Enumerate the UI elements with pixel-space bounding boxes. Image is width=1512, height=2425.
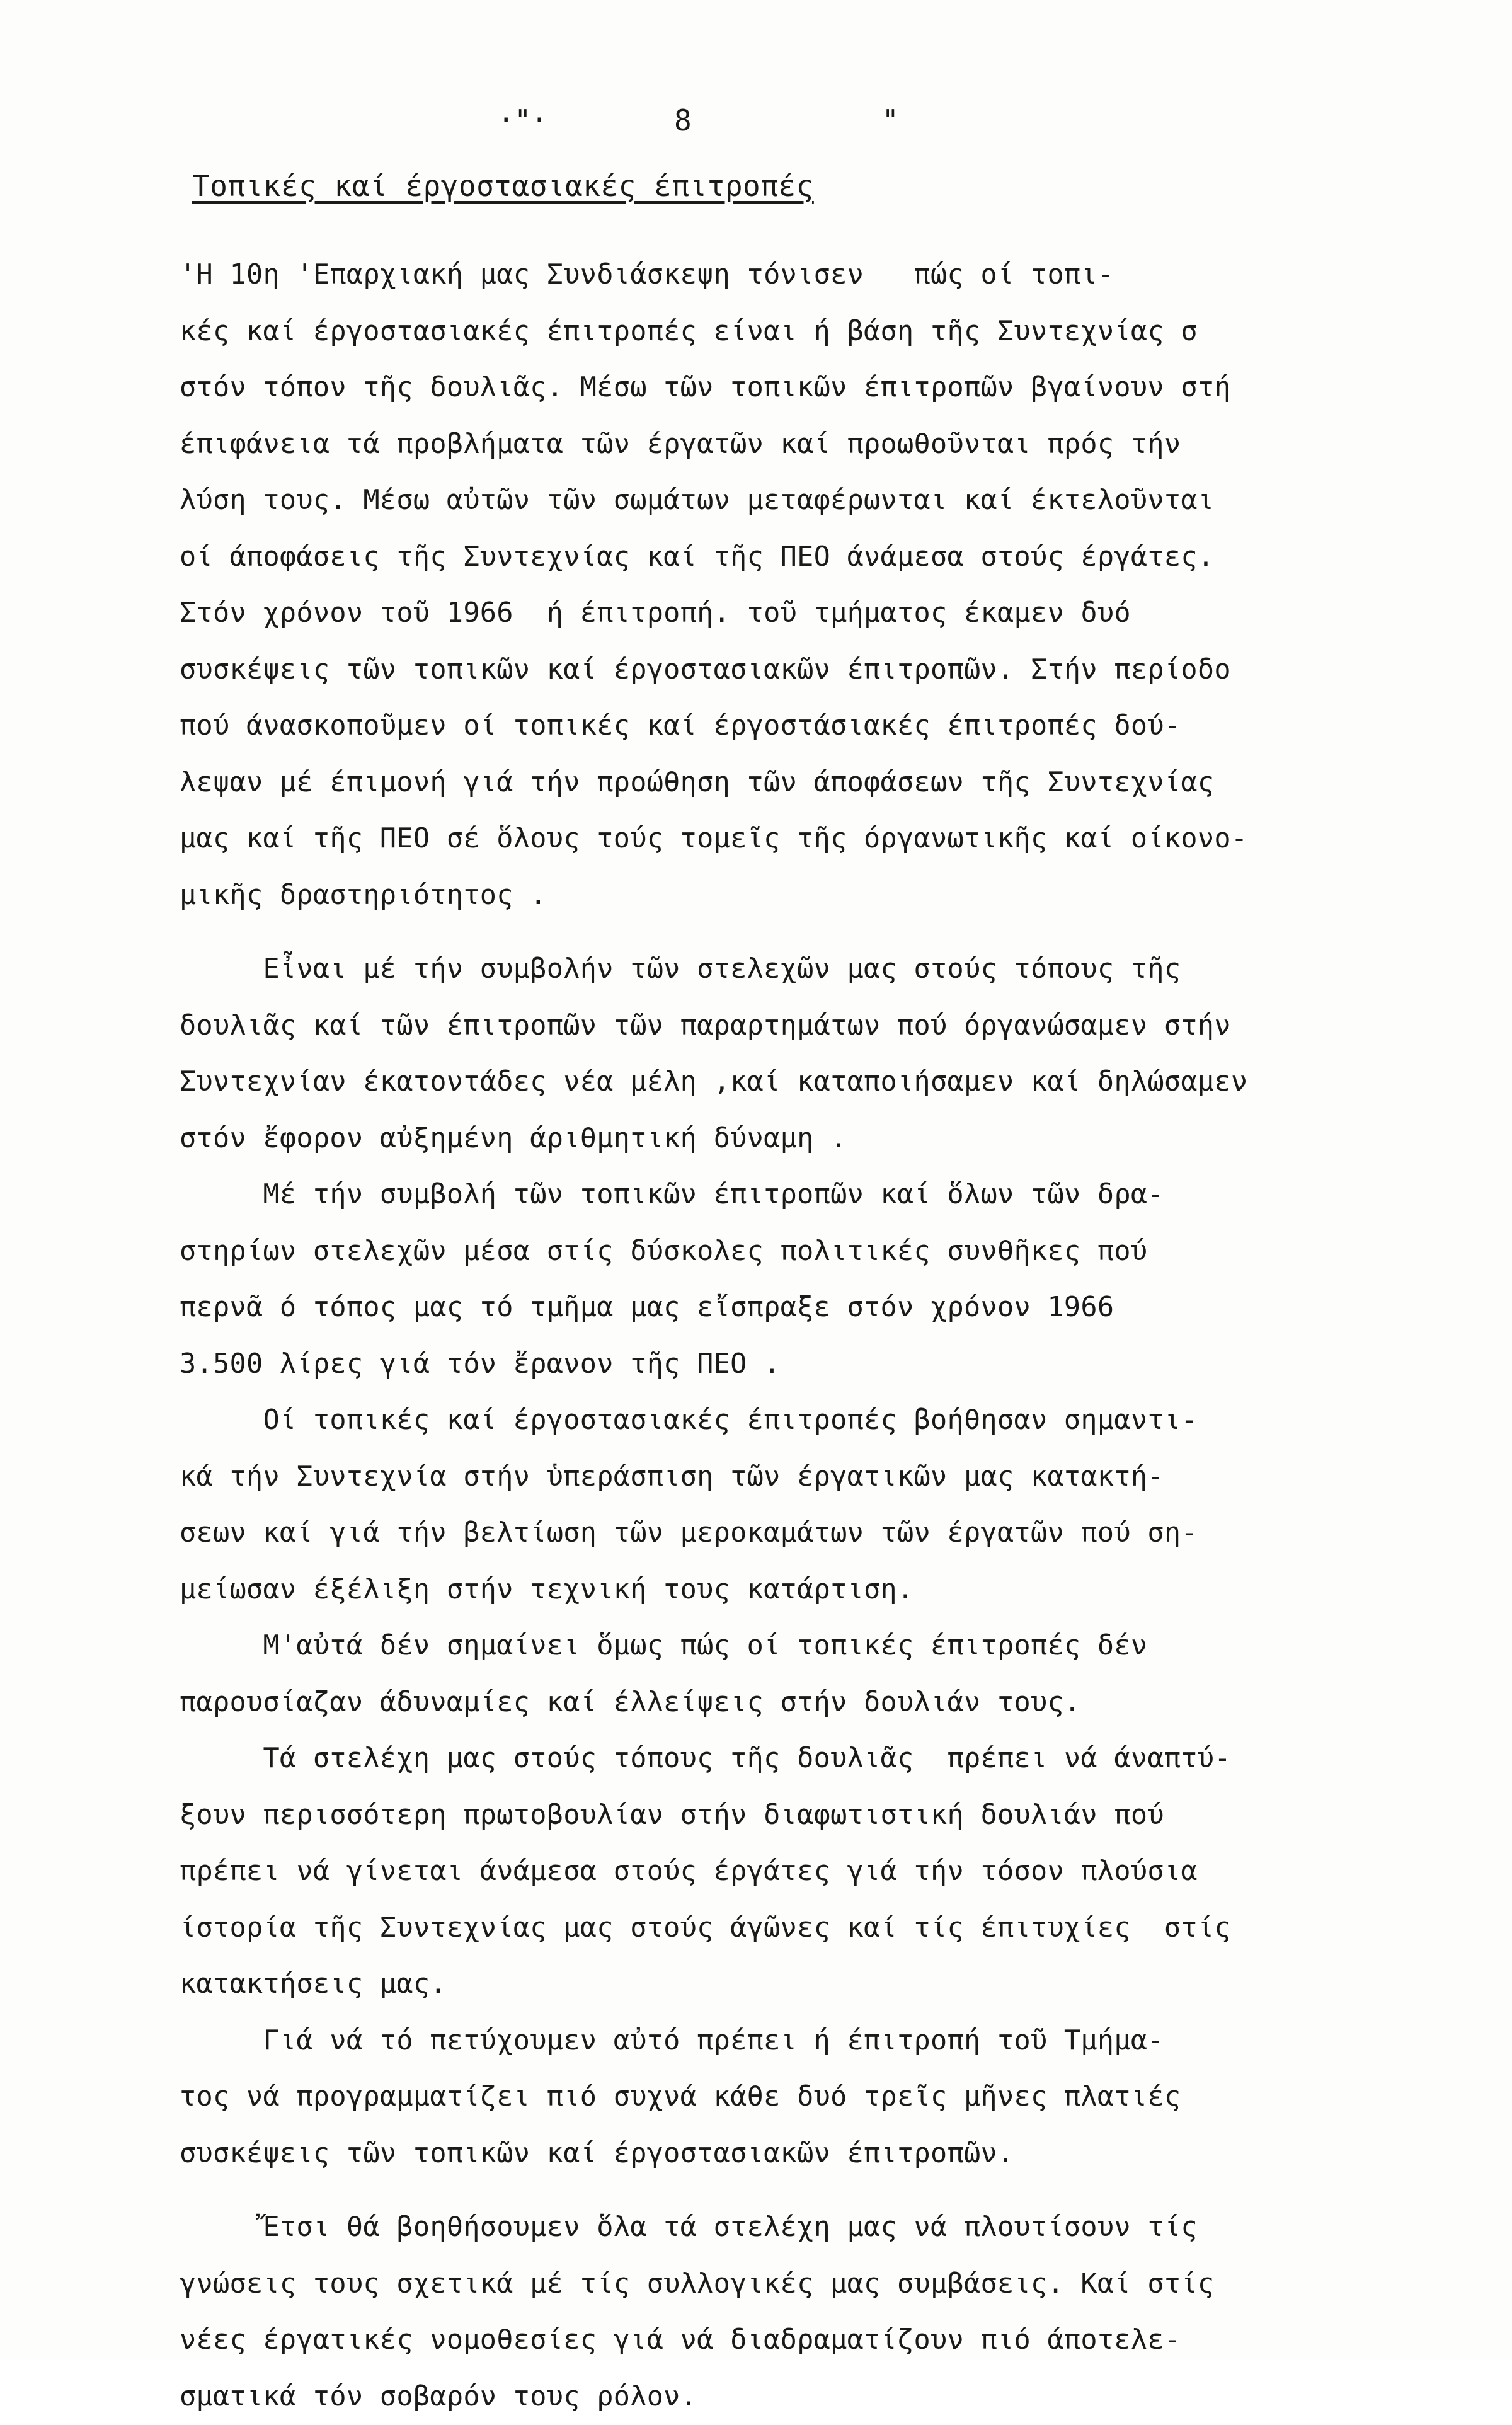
paragraph <box>180 1167 1377 1392</box>
page-number: 8 <box>674 104 692 137</box>
text-line: Στόν χρόνον τοῦ 1966 ή έπιτροπή. τοῦ τμήματος έκαμεν δυό <box>180 585 1377 642</box>
paragraph <box>180 1731 1377 2013</box>
text-line: περνᾶ ό τόπος μας τό τμῆμα μας εἴσπραξε στόν χρόνον 1966 <box>180 1280 1377 1336</box>
text-line: κές καί έργοστασιακές έπιτροπές είναι ή βάση τῆς Συντεχνίας σ <box>180 304 1377 360</box>
text-line: 'Η 10η 'Επαρχιακή μας Συνδιάσκεψη τόνισεν πώς οί τοπι- <box>180 247 1377 304</box>
text-line: έπιφάνεια τά προβλήματα τῶν έργατῶν καί προωθοῦνται πρός τήν <box>180 416 1377 473</box>
text-line: μικῆς δραστηριότητος . <box>180 868 1377 924</box>
text-line: παρουσίαζαν άδυναμίες καί έλλείψεις στήν δουλιάν τους. <box>180 1675 1377 1731</box>
document-body <box>180 247 1377 2425</box>
paragraph <box>180 2013 1377 2182</box>
text-line: Τά στελέχη μας στούς τόπους τῆς δουλιᾶς πρέπει νά άναπτύ- <box>180 1731 1377 1787</box>
text-line: οί άποφάσεις τῆς Συντεχνίας καί τῆς ΠΕΟ άνάμεσα στούς έργάτες. <box>180 529 1377 586</box>
text-line: δουλιᾶς καί τῶν έπιτροπῶν τῶν παραρτημάτων πού όργανώσαμεν στήν <box>180 998 1377 1055</box>
text-line: πού άνασκοποῦμεν οί τοπικές καί έργοστάσιακές έπιτροπές δού- <box>180 698 1377 755</box>
header-mark-right: " <box>882 104 899 137</box>
text-line: στηρίων στελεχῶν μέσα στίς δύσκολες πολιτικές συνθῆκες πού <box>180 1224 1377 1280</box>
paragraph <box>180 1392 1377 1618</box>
paragraph <box>180 941 1377 1167</box>
text-line: σματικά τόν σοβαρόν τους ρόλον. <box>180 2369 1377 2425</box>
text-line: κατακτήσεις μας. <box>180 1956 1377 2013</box>
text-line: Συντεχνίαν έκατοντάδες νέα μέλη ,καί καταποιήσαμεν καί δηλώσαμεν <box>180 1054 1377 1111</box>
text-line: Γιά νά τό πετύχουμεν αὐτό πρέπει ή έπιτροπή τοῦ Τμήμα- <box>180 2013 1377 2070</box>
section-heading: Τοπικές καί έργοστασιακές έπιτροπές <box>192 167 814 205</box>
text-line: πρέπει νά γίνεται άνάμεσα στούς έργάτες γιά τήν τόσον πλούσια <box>180 1843 1377 1900</box>
text-line: μείωσαν έξέλιξη στήν τεχνική τους κατάρτιση. <box>180 1562 1377 1619</box>
text-line: νέες έργατικές νομοθεσίες γιά νά διαδραματίζουν πιό άποτελε- <box>180 2312 1377 2369</box>
text-line: Οί τοπικές καί έργοστασιακές έπιτροπές βοήθησαν σημαντι- <box>180 1392 1377 1449</box>
paragraph <box>180 1618 1377 1731</box>
header-mark-left: ·"· <box>498 104 547 137</box>
text-line: 3.500 λίρες γιά τόν ἔρανον τῆς ΠΕΟ . <box>180 1336 1377 1393</box>
text-line: Μέ τήν συμβολή τῶν τοπικῶν έπιτροπῶν καί ὅλων τῶν δρα- <box>180 1167 1377 1224</box>
text-line: Εἶναι μέ τήν συμβολήν τῶν στελεχῶν μας στούς τόπους τῆς <box>180 941 1377 998</box>
text-line: τος νά προγραμματίζει πιό συχνά κάθε δυό τρεῖς μῆνες πλατιές <box>180 2069 1377 2126</box>
text-line: συσκέψεις τῶν τοπικῶν καί έργοστασιακῶν έπιτροπῶν. Στήν περίοδο <box>180 642 1377 699</box>
text-line: κά τήν Συντεχνία στήν ὑπεράσπιση τῶν έργατικῶν μας κατακτή- <box>180 1449 1377 1506</box>
text-line: ξουν περισσότερη πρωτοβουλίαν στήν διαφωτιστική δουλιάν πού <box>180 1787 1377 1844</box>
paragraph <box>180 247 1377 924</box>
text-line: Ἔτσι θά βοηθήσουμεν ὅλα τά στελέχη μας νά πλουτίσουν τίς <box>180 2199 1377 2256</box>
text-line: συσκέψεις τῶν τοπικῶν καί έργοστασιακῶν έπιτροπῶν. <box>180 2126 1377 2182</box>
paragraph <box>180 2199 1377 2425</box>
text-line: στόν τόπον τῆς δουλιᾶς. Μέσω τῶν τοπικῶν έπιτροπῶν βγαίνουν στή <box>180 360 1377 416</box>
text-line: λύση τους. Μέσω αὐτῶν τῶν σωμάτων μεταφέρωνται καί έκτελοῦνται <box>180 473 1377 529</box>
text-line: ίστορία τῆς Συντεχνίας μας στούς άγῶνες καί τίς έπιτυχίες στίς <box>180 1900 1377 1957</box>
text-line: στόν ἔφορον αὐξημένη άριθμητική δύναμη . <box>180 1111 1377 1167</box>
text-line: σεων καί γιά τήν βελτίωση τῶν μεροκαμάτων τῶν έργατῶν πού ση- <box>180 1505 1377 1562</box>
text-line: γνώσεις τους σχετικά μέ τίς συλλογικές μας συμβάσεις. Καί στίς <box>180 2256 1377 2313</box>
text-line: Μ'αὐτά δέν σημαίνει ὅμως πώς οί τοπικές έπιτροπές δέν <box>180 1618 1377 1675</box>
text-line: λεψαν μέ έπιμονή γιά τήν προώθηση τῶν άποφάσεων τῆς Συντεχνίας <box>180 755 1377 811</box>
text-line: μας καί τῆς ΠΕΟ σέ ὅλους τούς τομεῖς τῆς όργανωτικῆς καί οίκονο- <box>180 811 1377 868</box>
